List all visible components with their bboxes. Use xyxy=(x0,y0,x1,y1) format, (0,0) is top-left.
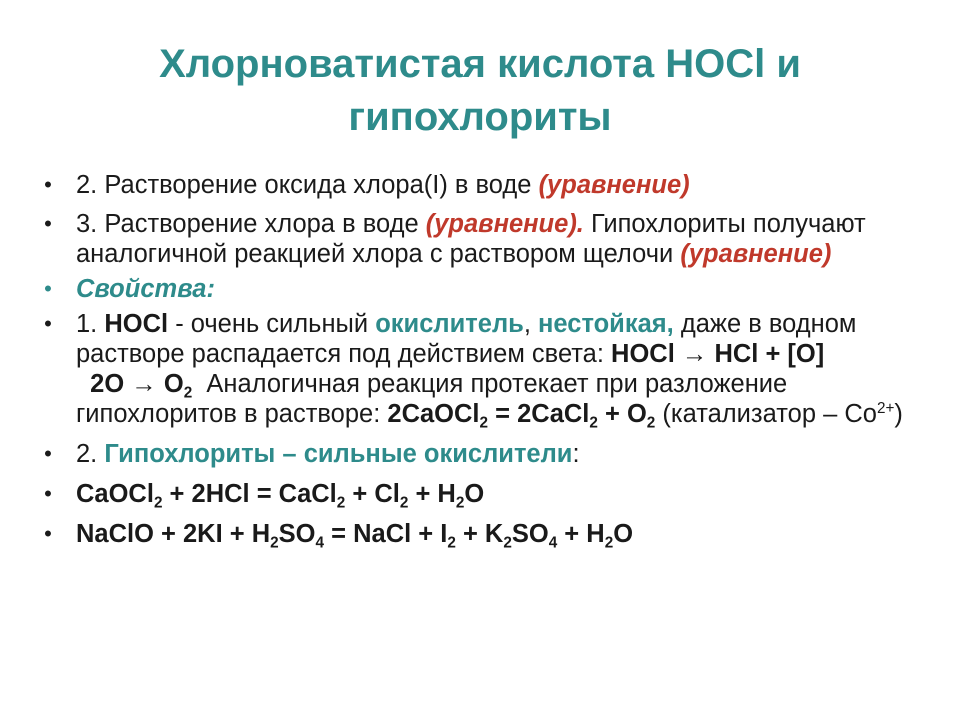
equation-part: + K xyxy=(455,520,504,548)
formula: HOCl xyxy=(104,310,169,338)
item-number: 2. xyxy=(76,440,105,468)
bullet-icon: • xyxy=(44,481,52,506)
subscript: 2 xyxy=(183,384,193,402)
equation-part: + H xyxy=(408,480,456,508)
item-text: даже в водном растворе распадается под действием света: xyxy=(76,310,857,368)
list-item xyxy=(38,209,918,269)
item-text: : xyxy=(572,440,580,468)
bullet-icon: • xyxy=(44,276,52,301)
equation-part: = 2CaCl xyxy=(488,400,590,428)
equation-part: + O xyxy=(597,400,647,428)
list-item xyxy=(38,439,918,469)
list-item xyxy=(38,274,918,304)
highlight-term: Гипохлориты – сильные окислители xyxy=(104,440,573,468)
catalyst-text: ) xyxy=(894,400,903,428)
equation xyxy=(76,520,634,552)
subscript: 4 xyxy=(315,534,325,552)
equation-part: CaOCl xyxy=(76,480,154,508)
equation-part: O xyxy=(613,520,634,548)
equation-part: 2CaOCl xyxy=(387,400,480,428)
bullet-icon: • xyxy=(44,441,52,466)
equation-note: (уравнение). xyxy=(425,210,584,238)
equation-part: + Cl xyxy=(345,480,400,508)
subscript: 2 xyxy=(336,494,346,512)
highlight-term: нестойкая, xyxy=(538,310,674,338)
equation-note: (уравнение) xyxy=(680,240,832,268)
title-line-2: гипохлориты xyxy=(348,95,612,139)
subscript: 2 xyxy=(270,534,279,552)
equation-part: + H xyxy=(557,520,605,548)
catalyst-text: (катализатор – Co xyxy=(655,400,877,428)
item-text: Аналогичная реакция протекает при разложение гипохлоритов в растворе: xyxy=(76,370,795,428)
bullet-icon: • xyxy=(44,521,52,546)
highlight-term: окислитель xyxy=(375,310,524,338)
item-text: 3. Растворение хлора в воде xyxy=(76,210,426,238)
properties-heading: Свойства: xyxy=(76,275,215,303)
subscript: 2 xyxy=(503,534,512,552)
equation-part: SO xyxy=(511,520,549,548)
subscript: 2 xyxy=(455,494,465,512)
subscript: 2 xyxy=(604,534,614,552)
equation-part: SO xyxy=(278,520,316,548)
equation: HOCl → HCl + [O] xyxy=(611,340,825,368)
superscript: 2+ xyxy=(876,399,895,417)
item-text: Гипохлориты получают аналогичной реакцией хлора с раствором щелочи xyxy=(76,210,866,268)
bullet-icon: • xyxy=(44,211,52,236)
equation-part: 2O → O xyxy=(76,370,184,398)
subscript: 4 xyxy=(548,534,558,552)
list-item xyxy=(38,479,918,512)
equation-note: (уравнение) xyxy=(538,171,690,199)
list-item xyxy=(38,170,918,200)
item-text: , xyxy=(523,310,539,338)
list-item xyxy=(38,519,918,552)
equation xyxy=(76,480,485,512)
item-number: 1. xyxy=(76,310,105,338)
title-line-1: Хлорноватистая кислота HOCl и xyxy=(159,42,801,86)
slide-title xyxy=(40,38,920,144)
equation xyxy=(387,400,656,432)
list-item xyxy=(38,309,918,432)
subscript: 2 xyxy=(589,414,598,432)
item-text: - очень сильный xyxy=(168,310,376,338)
subscript: 2 xyxy=(447,534,456,552)
equation-part: + 2HCl = CaCl xyxy=(162,480,337,508)
equation-part: O xyxy=(464,480,485,508)
equation-part: NaClO + 2KI + H xyxy=(76,520,271,548)
subscript: 2 xyxy=(646,414,656,432)
bullet-icon: • xyxy=(44,172,52,197)
item-text: 2. Растворение оксида хлора(I) в воде xyxy=(76,171,539,199)
subscript: 2 xyxy=(153,494,163,512)
equation-part: = NaCl + I xyxy=(324,520,448,548)
subscript: 2 xyxy=(399,494,409,512)
bullet-icon: • xyxy=(44,311,52,336)
subscript: 2 xyxy=(479,414,489,432)
content-list xyxy=(38,170,918,552)
equation xyxy=(76,370,193,402)
